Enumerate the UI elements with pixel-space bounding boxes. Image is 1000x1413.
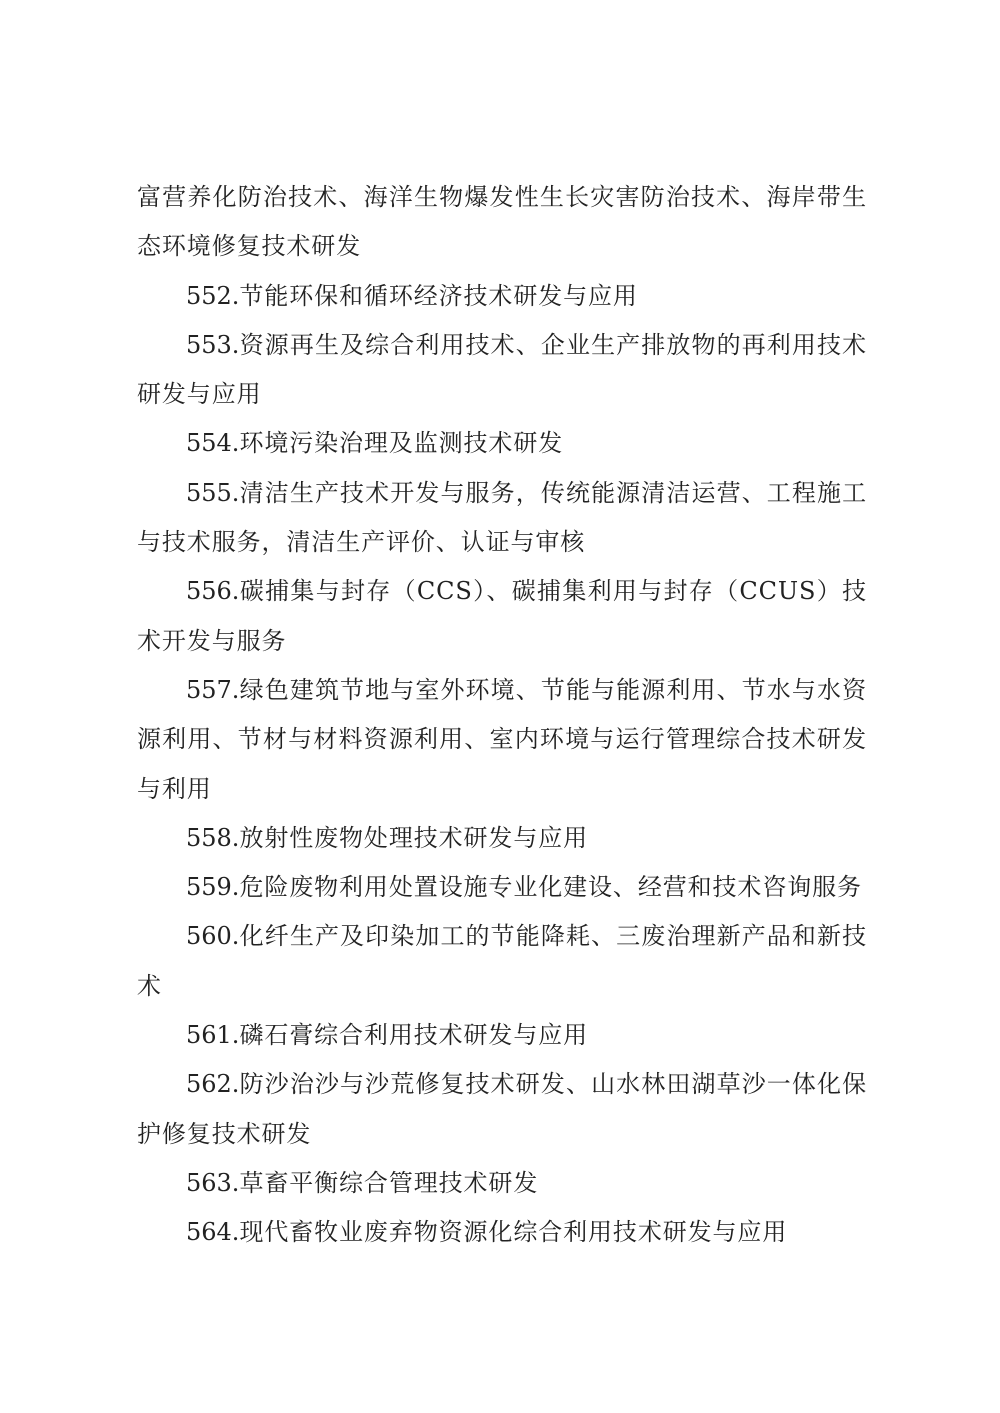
list-item-553 [137,321,867,420]
item-text: 清洁生产技术开发与服务，传统能源清洁运营、工程施工与技术服务，清洁生产评价、认证与审核 [137,478,867,557]
item-number: 554. [186,429,240,458]
list-item-555 [137,469,867,568]
list-item-556 [137,567,867,666]
list-item-554 [137,419,867,468]
item-text: 绿色建筑节地与室外环境、节能与能源利用、节水与水资源利用、节材与材料资源利用、室内环境与运行管理综合技术研发与利用 [137,675,867,803]
list-item-561 [137,1011,867,1060]
item-number: 559. [186,873,240,902]
list-item-564 [137,1208,867,1257]
list-item-563 [137,1159,867,1208]
item-text: 草畜平衡综合管理技术研发 [239,1168,539,1197]
list-item-558 [137,814,867,863]
item-text: 防沙治沙与沙荒修复技术研发、山水林田湖草沙一体化保护修复技术研发 [137,1070,867,1148]
item-text: 节能环保和循环经济技术研发与应用 [239,281,638,310]
item-number: 556. [186,577,240,606]
list-item-560 [137,912,867,1011]
item-number: 564. [186,1218,240,1247]
item-number: 560. [186,922,240,951]
item-number: 563. [186,1168,240,1197]
item-text: 现代畜牧业废弃物资源化综合利用技术研发与应用 [239,1218,788,1247]
item-text: 环境污染治理及监测技术研发 [239,429,564,458]
item-number: 561. [186,1021,240,1050]
item-number: 555. [186,478,240,507]
item-number: 552. [186,281,240,310]
list-item-552 [137,272,867,321]
list-item-559 [137,863,867,912]
list-item-562 [137,1060,867,1159]
list-item-557 [137,666,867,814]
item-text: 危险废物利用处置设施专业化建设、经营和技术咨询服务 [239,873,862,902]
item-text: 磷石膏综合利用技术研发与应用 [239,1021,589,1050]
item-number: 562. [186,1070,240,1099]
item-number: 558. [186,823,240,852]
paragraph-text: 富营养化防治技术、海洋生物爆发性生长灾害防治技术、海岸带生态环境修复技术研发 [137,183,867,261]
item-number: 553. [186,330,240,359]
document-body [137,173,867,1258]
item-text: 资源再生及综合利用技术、企业生产排放物的再利用技术研发与应用 [137,330,867,409]
item-text: 放射性废物处理技术研发与应用 [239,823,589,852]
item-text: 碳捕集与封存（CCS）、碳捕集利用与封存（CCUS）技术开发与服务 [137,577,867,655]
item-number: 557. [186,675,240,704]
continued-paragraph [137,173,867,272]
item-text: 化纤生产及印染加工的节能降耗、三废治理新产品和新技术 [137,922,867,1000]
